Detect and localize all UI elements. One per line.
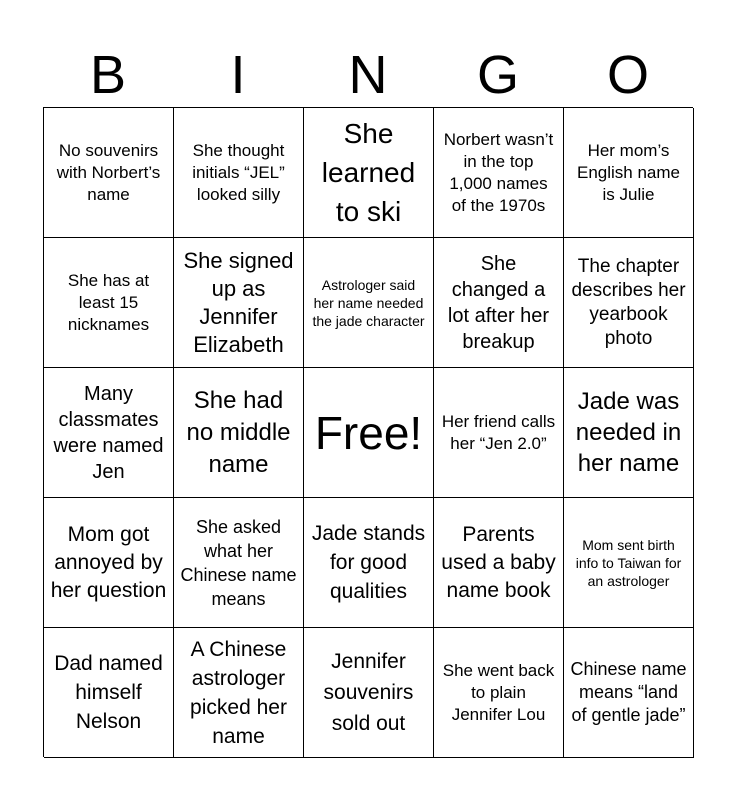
cell-text: Jade stands for good qualities bbox=[311, 522, 426, 603]
cell-text: She had no middle name bbox=[186, 386, 291, 478]
bingo-cell-r5-c5[interactable] bbox=[564, 628, 694, 758]
cell-text: Her mom’s English name is Julie bbox=[576, 140, 680, 204]
bingo-cell-r3-c5[interactable] bbox=[564, 368, 694, 498]
free-space-cell[interactable] bbox=[304, 368, 434, 498]
header-letter-n: N bbox=[348, 45, 388, 105]
bingo-cell-r4-c4[interactable] bbox=[434, 498, 564, 628]
bingo-cell-r2-c2[interactable] bbox=[174, 238, 304, 368]
bingo-cell-r4-c5[interactable] bbox=[564, 498, 694, 628]
bingo-cell-r4-c3[interactable] bbox=[304, 498, 434, 628]
cell-text: Norbert wasn’t in the top 1,000 names of the 1970s bbox=[443, 129, 554, 215]
cell-text: Parents used a baby name book bbox=[441, 522, 556, 602]
bingo-cell-r5-c2[interactable] bbox=[174, 628, 304, 758]
cell-text: She changed a lot after her breakup bbox=[447, 252, 550, 353]
bingo-cell-r2-c4[interactable] bbox=[434, 238, 564, 368]
bingo-cell-r3-c2[interactable] bbox=[174, 368, 304, 498]
header-letter-i: I bbox=[230, 45, 246, 105]
free-space-label: Free! bbox=[314, 406, 423, 459]
cell-text: A Chinese astrologer picked her name bbox=[190, 637, 287, 748]
bingo-cell-r1-c2[interactable] bbox=[174, 108, 304, 238]
bingo-board bbox=[43, 107, 693, 757]
cell-text: She asked what her Chinese name means bbox=[180, 516, 297, 609]
cell-text: She has at least 15 nicknames bbox=[67, 270, 150, 334]
cell-text: She signed up as Jennifer Elizabeth bbox=[183, 247, 294, 357]
bingo-header bbox=[43, 44, 693, 106]
cell-text: Chinese name means “land of gentle jade” bbox=[570, 659, 687, 725]
cell-text: Mom got annoyed by her question bbox=[50, 522, 167, 602]
cell-text: Jennifer souvenirs sold out bbox=[323, 650, 414, 735]
bingo-cell-r4-c2[interactable] bbox=[174, 498, 304, 628]
header-letter-g: G bbox=[476, 45, 519, 105]
cell-text: Astrologer said her name needed the jade character bbox=[312, 276, 425, 329]
cell-text: Many classmates were named Jen bbox=[53, 382, 164, 483]
bingo-cell-r3-c1[interactable] bbox=[44, 368, 174, 498]
cell-text: Dad named himself Nelson bbox=[54, 652, 163, 733]
bingo-cell-r2-c3[interactable] bbox=[304, 238, 434, 368]
bingo-cell-r1-c5[interactable] bbox=[564, 108, 694, 238]
bingo-cell-r3-c4[interactable] bbox=[434, 368, 564, 498]
header-letter-o: O bbox=[606, 45, 649, 105]
cell-text: She thought initials “JEL” looked silly bbox=[192, 140, 285, 204]
header-letter-b: B bbox=[89, 45, 127, 105]
bingo-cell-r1-c3[interactable] bbox=[304, 108, 434, 238]
bingo-cell-r2-c5[interactable] bbox=[564, 238, 694, 368]
bingo-cell-r2-c1[interactable] bbox=[44, 238, 174, 368]
cell-text: She went back to plain Jennifer Lou bbox=[442, 660, 555, 724]
cell-text: The chapter describes her yearbook photo bbox=[571, 255, 686, 349]
cell-text: Jade was needed in her name bbox=[575, 388, 682, 477]
bingo-cell-r1-c1[interactable] bbox=[44, 108, 174, 238]
bingo-cell-r4-c1[interactable] bbox=[44, 498, 174, 628]
cell-text: No souvenirs with Norbert’s name bbox=[56, 140, 161, 204]
cell-text: Her friend calls her “Jen 2.0” bbox=[441, 411, 556, 453]
bingo-cell-r5-c3[interactable] bbox=[304, 628, 434, 758]
bingo-cell-r1-c4[interactable] bbox=[434, 108, 564, 238]
bingo-cell-r5-c4[interactable] bbox=[434, 628, 564, 758]
bingo-cell-r5-c1[interactable] bbox=[44, 628, 174, 758]
cell-text: Mom sent birth info to Taiwan for an astrologer bbox=[575, 536, 682, 589]
cell-text: She learned to ski bbox=[321, 118, 416, 227]
